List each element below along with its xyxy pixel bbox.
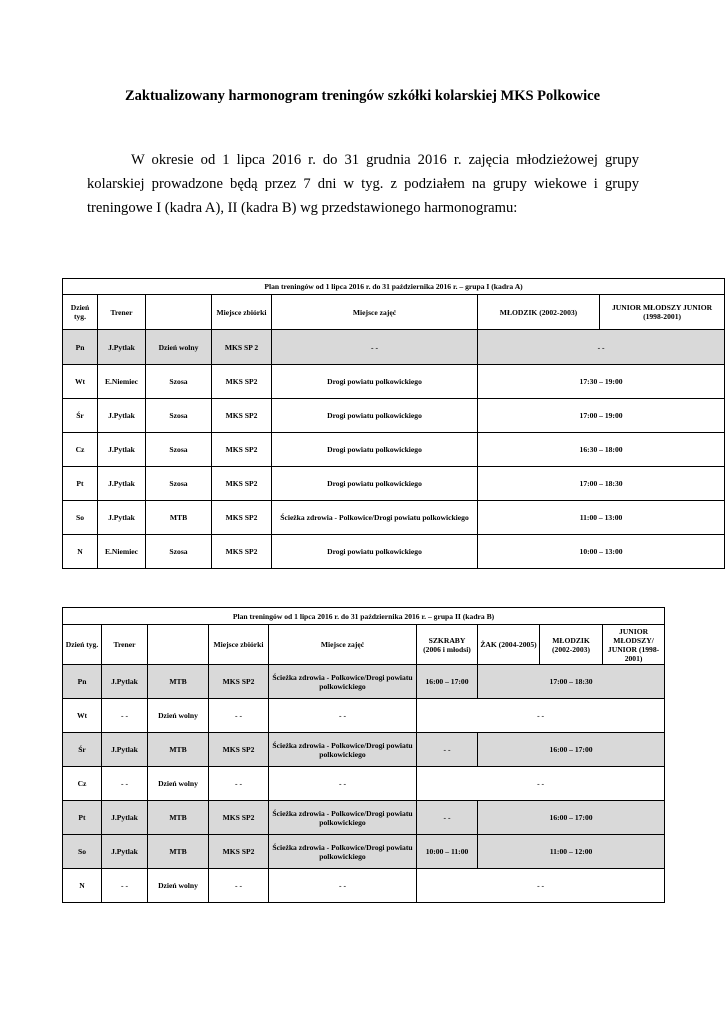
- table-row: [63, 801, 665, 835]
- meet-cell: - -: [209, 699, 269, 733]
- meet-cell: MKS SP2: [212, 535, 272, 569]
- type-cell: Szosa: [146, 467, 212, 501]
- time-cell: 17:00 – 18:30: [478, 467, 725, 501]
- header-cell: Dzień tyg.: [63, 295, 98, 330]
- trainer-cell: - -: [102, 699, 148, 733]
- header-cell: Miejsce zajęć: [269, 625, 417, 665]
- table-row: [63, 433, 725, 467]
- day-cell: Wt: [63, 699, 102, 733]
- header-cell: JUNIOR MŁODSZY/ JUNIOR (1998-2001): [603, 625, 665, 665]
- trainer-cell: E.Niemiec: [98, 535, 146, 569]
- type-cell: MTB: [148, 801, 209, 835]
- table-row: [63, 330, 725, 365]
- type-cell: Szosa: [146, 365, 212, 399]
- day-cell: Pn: [63, 330, 98, 365]
- trainer-cell: J.Pytlak: [98, 467, 146, 501]
- header-cell: Miejsce zajęć: [272, 295, 478, 330]
- header-cell: Dzień tyg.: [63, 625, 102, 665]
- schedule-table-group-1: [62, 278, 725, 569]
- day-cell: Śr: [63, 733, 102, 767]
- day-cell: So: [63, 835, 102, 869]
- table-header-row: [63, 625, 665, 665]
- place-cell: Drogi powiatu polkowickiego: [272, 365, 478, 399]
- table-row: [63, 501, 725, 535]
- time-cell: 17:00 – 18:30: [478, 665, 665, 699]
- trainer-cell: J.Pytlak: [102, 835, 148, 869]
- place-cell: Ścieżka zdrowia - Polkowice/Drogi powiatu polkowickiego: [269, 733, 417, 767]
- table-row: [63, 869, 665, 903]
- time-cell-szkraby: - -: [417, 733, 478, 767]
- time-cell: 11:00 – 12:00: [478, 835, 665, 869]
- place-cell: - -: [269, 699, 417, 733]
- table-caption: Plan treningów od 1 lipca 2016 r. do 31 października 2016 r. – grupa II (kadra B): [63, 608, 665, 625]
- type-cell: MTB: [146, 501, 212, 535]
- place-cell: Ścieżka zdrowia - Polkowice/Drogi powiatu polkowickiego: [269, 835, 417, 869]
- header-cell: JUNIOR MŁODSZY JUNIOR (1998-2001): [600, 295, 725, 330]
- day-cell: Pn: [63, 665, 102, 699]
- schedule-table-group-2: [62, 607, 665, 903]
- type-cell: Dzień wolny: [148, 767, 209, 801]
- place-cell: Drogi powiatu polkowickiego: [272, 399, 478, 433]
- trainer-cell: J.Pytlak: [98, 433, 146, 467]
- meet-cell: MKS SP2: [209, 835, 269, 869]
- type-cell: MTB: [148, 665, 209, 699]
- place-cell: - -: [272, 330, 478, 365]
- day-cell: Pt: [63, 801, 102, 835]
- meet-cell: MKS SP2: [212, 399, 272, 433]
- trainer-cell: E.Niemiec: [98, 365, 146, 399]
- time-cell: - -: [417, 767, 665, 801]
- trainer-cell: J.Pytlak: [102, 665, 148, 699]
- trainer-cell: - -: [102, 869, 148, 903]
- meet-cell: MKS SP2: [209, 665, 269, 699]
- type-cell: Szosa: [146, 535, 212, 569]
- place-cell: - -: [269, 767, 417, 801]
- time-cell-szkraby: 10:00 – 11:00: [417, 835, 478, 869]
- header-cell: Miejsce zbiórki: [209, 625, 269, 665]
- day-cell: Pt: [63, 467, 98, 501]
- table-row: [63, 767, 665, 801]
- time-cell: 16:00 – 17:00: [478, 733, 665, 767]
- header-cell: Miejsce zbiórki: [212, 295, 272, 330]
- header-cell: SZKRABY (2006 i młodsi): [417, 625, 478, 665]
- time-cell: 17:30 – 19:00: [478, 365, 725, 399]
- table-row: [63, 467, 725, 501]
- day-cell: Śr: [63, 399, 98, 433]
- meet-cell: MKS SP2: [212, 467, 272, 501]
- day-cell: N: [63, 869, 102, 903]
- type-cell: Dzień wolny: [146, 330, 212, 365]
- header-cell: MŁODZIK (2002-2003): [540, 625, 603, 665]
- meet-cell: MKS SP2: [212, 365, 272, 399]
- intro-paragraph: W okresie od 1 lipca 2016 r. do 31 grudnia 2016 r. zajęcia młodzieżowej grupy kolarskiej prowadzone będą przez 7 dni w tyg. z podziałem na grupy wiekowe i grupy treningowe I (kadra A), II (kadra B) wg przedstawionego harmonogramu:: [87, 152, 639, 216]
- trainer-cell: J.Pytlak: [98, 330, 146, 365]
- meet-cell: MKS SP2: [209, 733, 269, 767]
- table-row: [63, 699, 665, 733]
- table-row: [63, 665, 665, 699]
- header-cell: [146, 295, 212, 330]
- time-cell: 17:00 – 19:00: [478, 399, 725, 433]
- trainer-cell: - -: [102, 767, 148, 801]
- place-cell: Ścieżka zdrowia - Polkowice/Drogi powiatu polkowickiego: [269, 801, 417, 835]
- time-cell: 16:00 – 17:00: [478, 801, 665, 835]
- trainer-cell: J.Pytlak: [102, 733, 148, 767]
- day-cell: Cz: [63, 433, 98, 467]
- place-cell: Drogi powiatu polkowickiego: [272, 535, 478, 569]
- page-title: Zaktualizowany harmonogram treningów szkółki kolarskiej MKS Polkowice: [124, 88, 601, 104]
- day-cell: Cz: [63, 767, 102, 801]
- header-cell: [148, 625, 209, 665]
- header-cell: Trener: [98, 295, 146, 330]
- time-cell-szkraby: 16:00 – 17:00: [417, 665, 478, 699]
- meet-cell: MKS SP 2: [212, 330, 272, 365]
- trainer-cell: J.Pytlak: [98, 501, 146, 535]
- table-row: [63, 835, 665, 869]
- meet-cell: MKS SP2: [212, 433, 272, 467]
- place-cell: Ścieżka zdrowia - Polkowice/Drogi powiatu polkowickiego: [269, 665, 417, 699]
- meet-cell: - -: [209, 767, 269, 801]
- meet-cell: MKS SP2: [212, 501, 272, 535]
- type-cell: Dzień wolny: [148, 699, 209, 733]
- day-cell: N: [63, 535, 98, 569]
- place-cell: Drogi powiatu polkowickiego: [272, 467, 478, 501]
- time-cell: 11:00 – 13:00: [478, 501, 725, 535]
- table-row: [63, 399, 725, 433]
- table-row: [63, 733, 665, 767]
- table-header-row: [63, 295, 725, 330]
- type-cell: Szosa: [146, 433, 212, 467]
- day-cell: So: [63, 501, 98, 535]
- table-row: [63, 535, 725, 569]
- table-caption: Plan treningów od 1 lipca 2016 r. do 31 października 2016 r. – grupa I (kadra A): [63, 279, 725, 295]
- time-cell: - -: [417, 869, 665, 903]
- time-cell-szkraby: - -: [417, 801, 478, 835]
- time-cell: 16:30 – 18:00: [478, 433, 725, 467]
- type-cell: Dzień wolny: [148, 869, 209, 903]
- trainer-cell: J.Pytlak: [98, 399, 146, 433]
- time-cell: - -: [417, 699, 665, 733]
- header-cell: ŻAK (2004-2005): [478, 625, 540, 665]
- day-cell: Wt: [63, 365, 98, 399]
- time-cell: 10:00 – 13:00: [478, 535, 725, 569]
- header-cell: Trener: [102, 625, 148, 665]
- table-row: [63, 365, 725, 399]
- meet-cell: MKS SP2: [209, 801, 269, 835]
- type-cell: MTB: [148, 733, 209, 767]
- time-cell: - -: [478, 330, 725, 365]
- place-cell: Drogi powiatu polkowickiego: [272, 433, 478, 467]
- header-cell: MŁODZIK (2002-2003): [478, 295, 600, 330]
- meet-cell: - -: [209, 869, 269, 903]
- place-cell: Ścieżka zdrowia - Polkowice/Drogi powiatu polkowickiego: [272, 501, 478, 535]
- type-cell: Szosa: [146, 399, 212, 433]
- place-cell: - -: [269, 869, 417, 903]
- type-cell: MTB: [148, 835, 209, 869]
- trainer-cell: J.Pytlak: [102, 801, 148, 835]
